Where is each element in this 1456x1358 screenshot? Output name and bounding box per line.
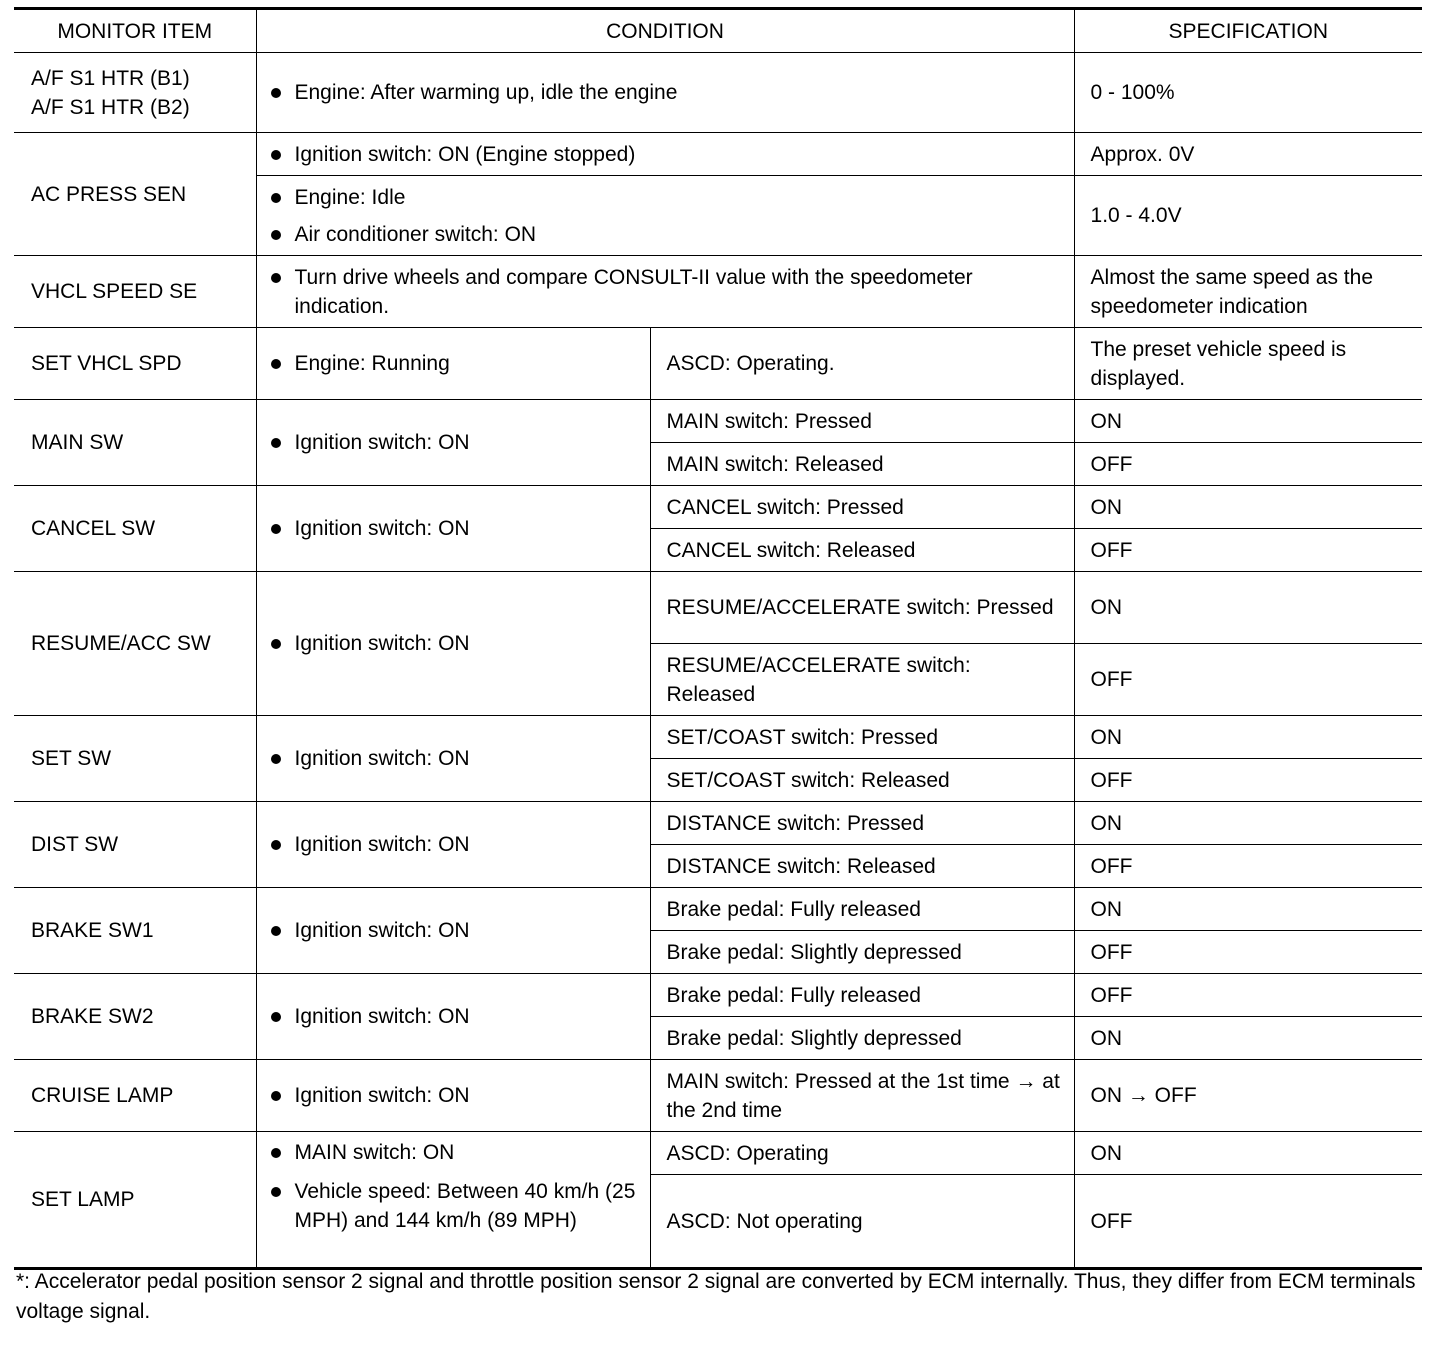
table-row <box>14 1060 1422 1132</box>
monitor-item: SET SW <box>14 716 256 802</box>
condition-text: Vehicle speed: Between 40 km/h (25 MPH) and 144 km/h (89 MPH) <box>294 1180 636 1232</box>
bullet-icon <box>271 754 281 764</box>
bullet-icon <box>271 1091 281 1101</box>
table-row <box>14 328 1422 400</box>
spec-cell: Almost the same speed as the speedometer indication <box>1074 256 1422 328</box>
condition-cell <box>256 1060 650 1132</box>
condition-text: Ignition switch: ON <box>294 431 470 454</box>
table-header-row <box>14 9 1422 53</box>
bullet-icon <box>271 193 281 203</box>
spec-cell: ON <box>1074 888 1422 931</box>
monitor-item: A/F S1 HTR (B1) <box>31 66 190 90</box>
state-cell: MAIN switch: Pressed at the 1st time → at the 2nd time <box>650 1060 1074 1132</box>
table-row <box>14 572 1422 644</box>
condition-text: Ignition switch: ON <box>294 1084 470 1107</box>
bullet-icon <box>271 359 281 369</box>
condition-text: Air conditioner switch: ON <box>294 222 537 246</box>
monitor-item: VHCL SPEED SE <box>14 256 256 328</box>
monitor-item: A/F S1 HTR (B2) <box>31 95 190 119</box>
monitor-spec-table <box>14 7 1422 1270</box>
spec-cell: ON <box>1074 400 1422 443</box>
table-row <box>14 133 1422 176</box>
condition-cell <box>256 802 650 888</box>
monitor-item-cell <box>14 53 256 133</box>
condition-text: Ignition switch: ON <box>294 632 470 655</box>
header-monitor-item: MONITOR ITEM <box>14 9 256 53</box>
monitor-item: MAIN SW <box>14 400 256 486</box>
spec-cell: OFF <box>1074 644 1422 716</box>
condition-cell <box>256 716 650 802</box>
spec-cell: ON <box>1074 486 1422 529</box>
state-cell: ASCD: Operating <box>650 1132 1074 1175</box>
spec-cell: 0 - 100% <box>1074 53 1422 133</box>
bullet-icon <box>271 273 281 283</box>
spec-cell: OFF <box>1074 759 1422 802</box>
state-cell: MAIN switch: Pressed <box>650 400 1074 443</box>
monitor-item: BRAKE SW2 <box>14 974 256 1060</box>
table-row <box>14 1132 1422 1175</box>
state-cell: SET/COAST switch: Released <box>650 759 1074 802</box>
header-condition: CONDITION <box>256 9 1074 53</box>
condition-text: Ignition switch: ON <box>294 1005 470 1028</box>
state-cell: ASCD: Not operating <box>650 1175 1074 1269</box>
condition-cell <box>256 572 650 716</box>
condition-cell <box>256 888 650 974</box>
monitor-item: BRAKE SW1 <box>14 888 256 974</box>
monitor-item: SET LAMP <box>14 1132 256 1269</box>
bullet-icon <box>271 1148 281 1158</box>
table-row <box>14 716 1422 759</box>
bullet-icon <box>271 230 281 240</box>
bullet-icon <box>271 438 281 448</box>
spec-cell: 1.0 - 4.0V <box>1074 176 1422 256</box>
state-cell: ASCD: Operating. <box>650 328 1074 400</box>
state-cell: DISTANCE switch: Released <box>650 845 1074 888</box>
state-cell: CANCEL switch: Pressed <box>650 486 1074 529</box>
state-cell: CANCEL switch: Released <box>650 529 1074 572</box>
bullet-icon <box>271 840 281 850</box>
condition-text: Engine: Running <box>294 352 450 375</box>
spec-cell: ON <box>1074 1017 1422 1060</box>
spec-cell: OFF <box>1074 443 1422 486</box>
table-row <box>14 256 1422 328</box>
spec-cell: OFF <box>1074 974 1422 1017</box>
monitor-item: AC PRESS SEN <box>14 133 256 256</box>
monitor-item: SET VHCL SPD <box>14 328 256 400</box>
condition-cell <box>256 53 1074 133</box>
state-cell: Brake pedal: Fully released <box>650 888 1074 931</box>
spec-cell: Approx. 0V <box>1074 133 1422 176</box>
bullet-icon <box>271 926 281 936</box>
condition-text: Ignition switch: ON <box>294 919 470 942</box>
header-specification: SPECIFICATION <box>1074 9 1422 53</box>
bullet-icon <box>271 1012 281 1022</box>
state-cell: Brake pedal: Slightly depressed <box>650 931 1074 974</box>
monitor-item: RESUME/ACC SW <box>14 572 256 716</box>
table-row <box>14 53 1422 133</box>
state-cell: RESUME/ACCELERATE switch: Pressed <box>650 572 1074 644</box>
state-cell: MAIN switch: Released <box>650 443 1074 486</box>
spec-cell: ON <box>1074 1132 1422 1175</box>
condition-cell <box>256 256 1074 328</box>
spec-cell: ON <box>1074 802 1422 845</box>
table-row <box>14 888 1422 931</box>
condition-text: Ignition switch: ON <box>294 747 470 770</box>
spec-cell: The preset vehicle speed is displayed. <box>1074 328 1422 400</box>
condition-cell <box>256 1132 650 1269</box>
condition-cell <box>256 400 650 486</box>
condition-text: Engine: Idle <box>294 185 406 209</box>
bullet-icon <box>271 88 281 98</box>
state-cell: SET/COAST switch: Pressed <box>650 716 1074 759</box>
bullet-icon <box>271 639 281 649</box>
condition-text: Engine: After warming up, idle the engine <box>294 81 678 104</box>
footnote: *: Accelerator pedal position sensor 2 signal and throttle position sensor 2 signal are converted by ECM internally. Thus, they differ from ECM terminals voltage signal. <box>16 1270 1416 1323</box>
condition-cell <box>256 974 650 1060</box>
monitor-item: CRUISE LAMP <box>14 1060 256 1132</box>
spec-cell: OFF <box>1074 845 1422 888</box>
condition-text: Ignition switch: ON <box>294 833 470 856</box>
table-row <box>14 974 1422 1017</box>
condition-cell <box>256 486 650 572</box>
condition-cell <box>256 328 650 400</box>
monitor-item: DIST SW <box>14 802 256 888</box>
spec-cell: OFF <box>1074 529 1422 572</box>
condition-text: Turn drive wheels and compare CONSULT-II value with the speedometer indication. <box>294 265 973 318</box>
spec-cell: ON → OFF <box>1074 1060 1422 1132</box>
condition-text: Ignition switch: ON <box>294 517 470 540</box>
spec-cell: ON <box>1074 572 1422 644</box>
condition-text: MAIN switch: ON <box>294 1141 455 1164</box>
table-row <box>14 400 1422 443</box>
state-cell: DISTANCE switch: Pressed <box>650 802 1074 845</box>
table-row <box>14 486 1422 529</box>
state-cell: Brake pedal: Slightly depressed <box>650 1017 1074 1060</box>
bullet-icon <box>271 150 281 160</box>
table-row <box>14 802 1422 845</box>
state-cell: Brake pedal: Fully released <box>650 974 1074 1017</box>
monitor-item: CANCEL SW <box>14 486 256 572</box>
spec-cell: OFF <box>1074 931 1422 974</box>
condition-cell <box>256 133 1074 176</box>
spec-cell: ON <box>1074 716 1422 759</box>
bullet-icon <box>271 1187 281 1197</box>
condition-cell <box>256 176 1074 256</box>
bullet-icon <box>271 524 281 534</box>
state-cell: RESUME/ACCELERATE switch: Released <box>650 644 1074 716</box>
spec-cell: OFF <box>1074 1175 1422 1269</box>
condition-text: Ignition switch: ON (Engine stopped) <box>294 142 636 166</box>
